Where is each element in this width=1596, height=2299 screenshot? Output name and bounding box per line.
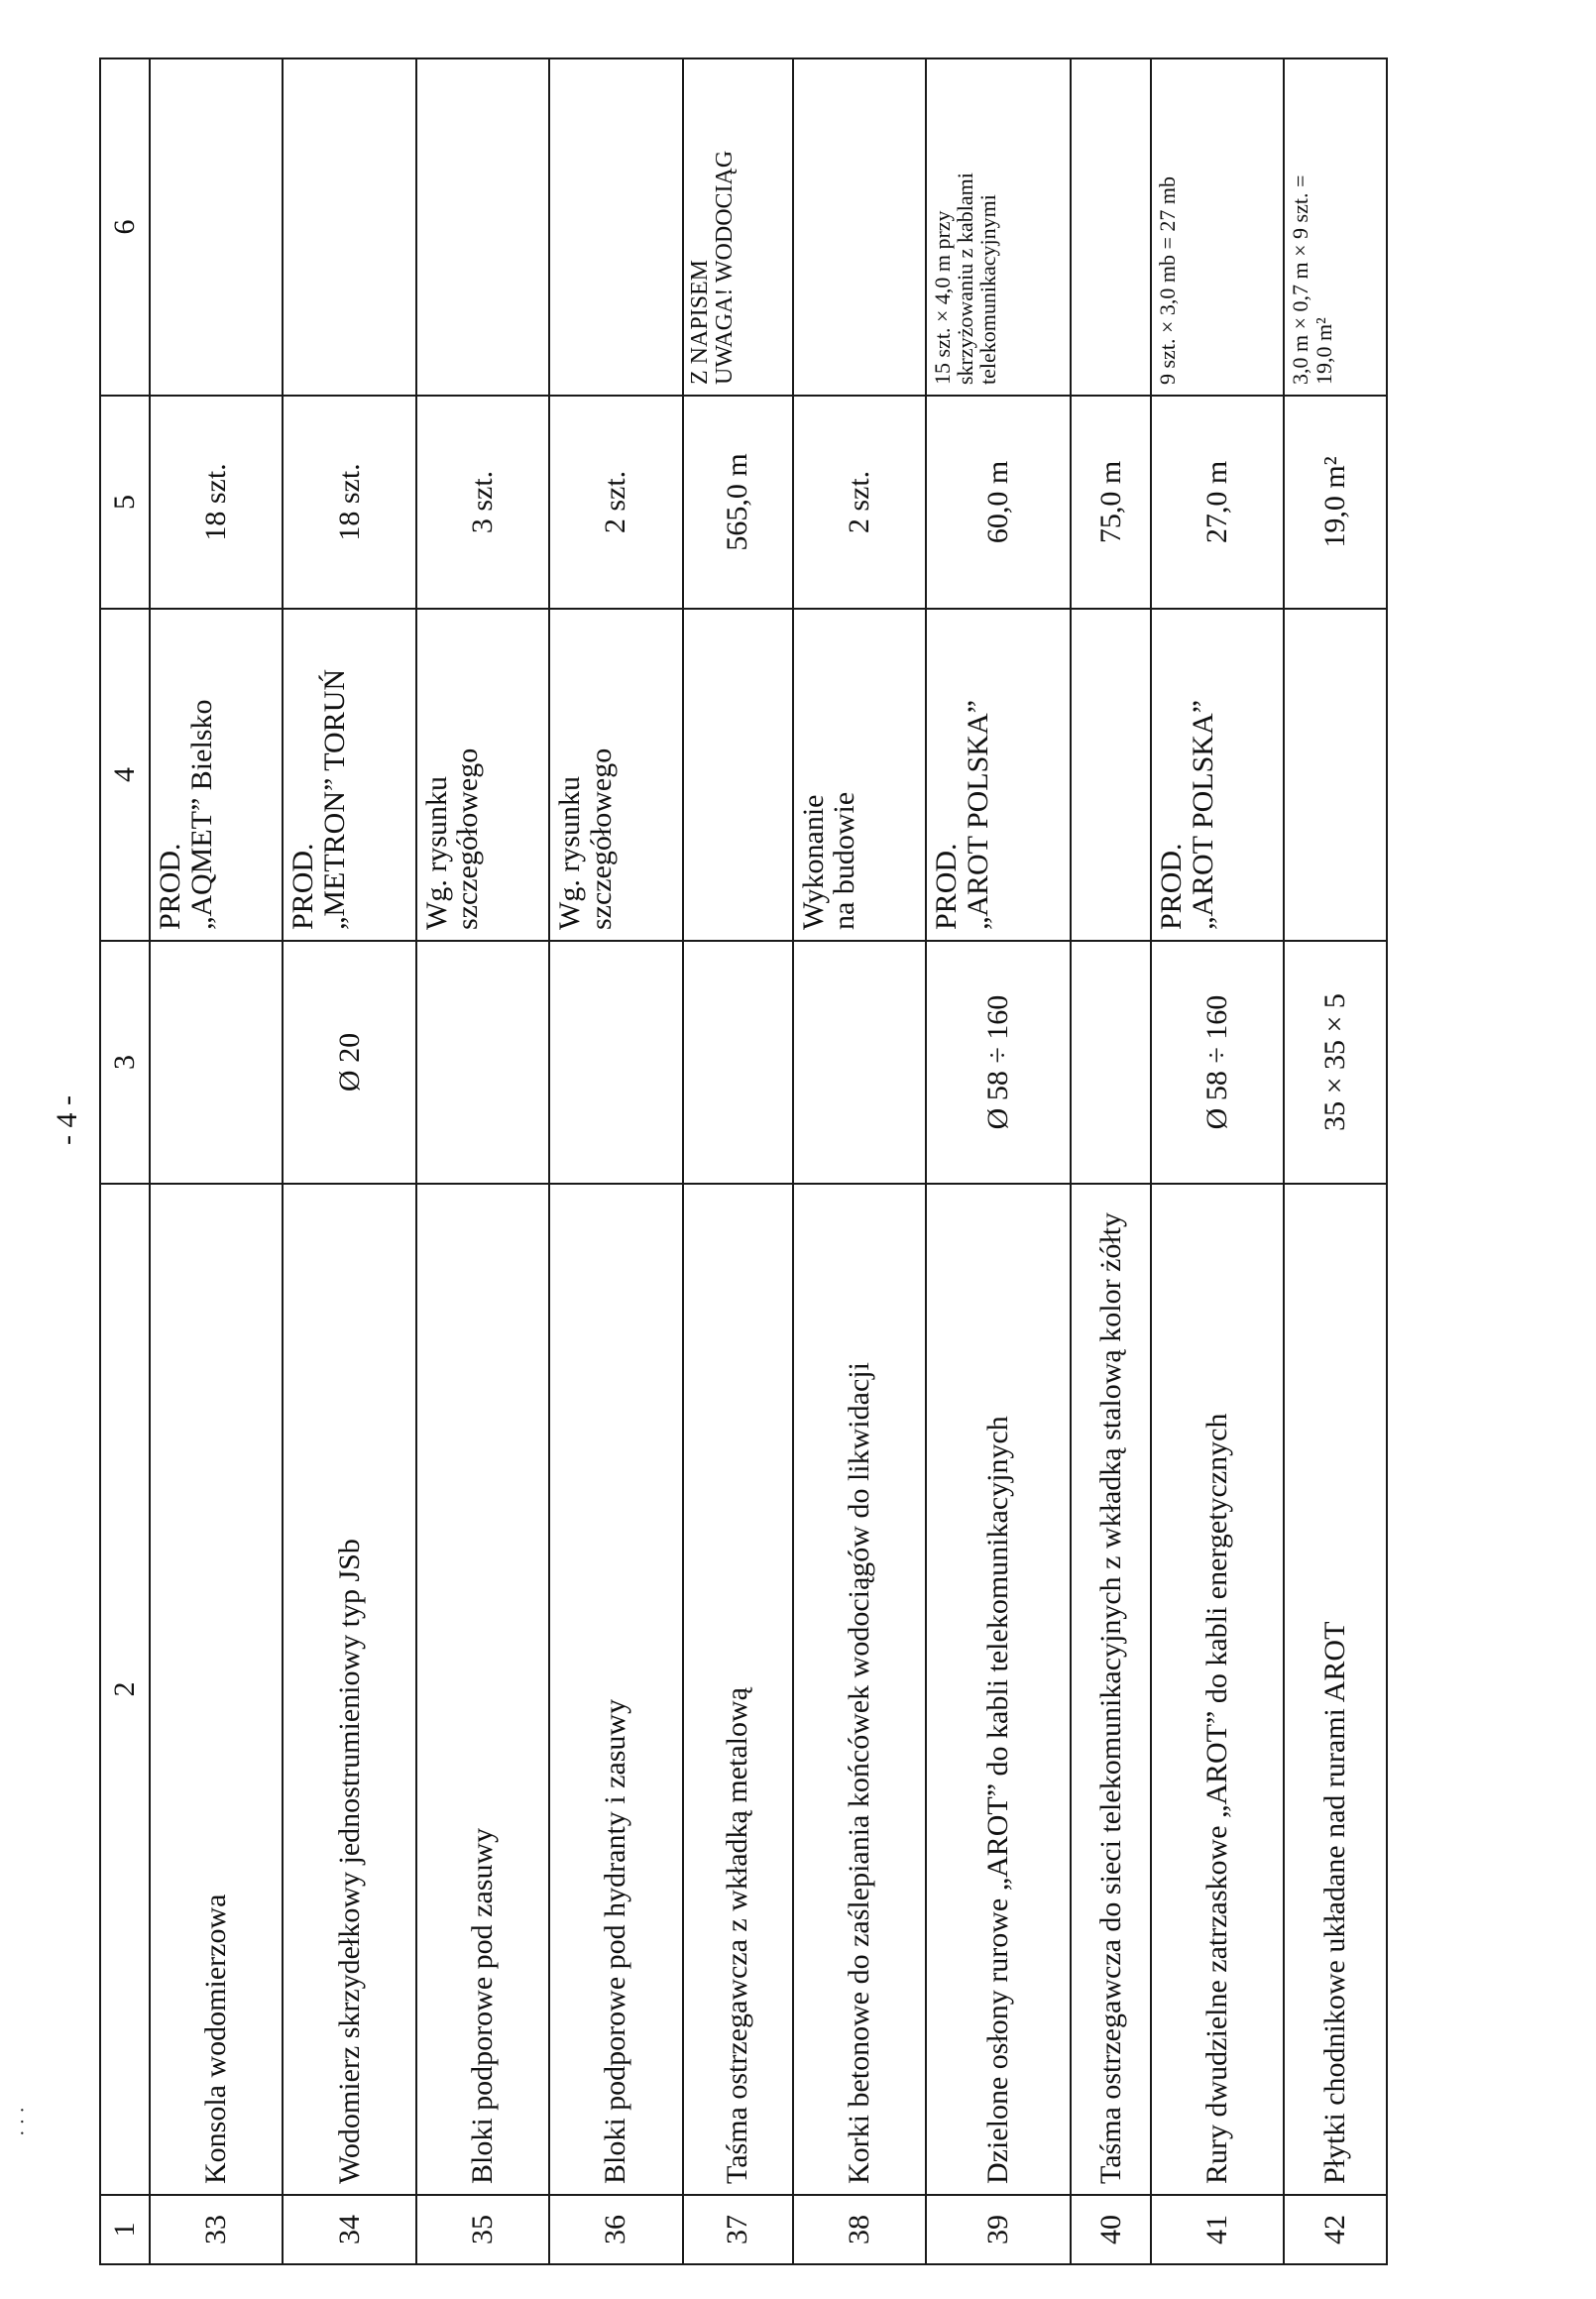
description-cell: Wodomierz skrzydełkowy jednostrumieniowy typ JSb (283, 1184, 415, 2195)
remarks-line: 15 szt. × 4,0 m przy (930, 210, 956, 385)
row-number-cell: 38 (793, 2195, 926, 2264)
manufacturer-line: PROD. (154, 843, 186, 930)
remarks-cell (926, 58, 1071, 396)
column-header: 6 (100, 58, 150, 396)
table-body (150, 58, 1387, 2264)
quantity-cell: 565,0 m (683, 396, 793, 609)
column-header: 4 (100, 609, 150, 941)
manufacturer-cell (1284, 609, 1387, 941)
table-row (926, 58, 1071, 2264)
column-header: 1 (100, 2195, 150, 2264)
manufacturer-line: na budowie (828, 791, 861, 930)
manufacturer-cell (283, 609, 415, 941)
dimension-cell (683, 941, 793, 1184)
row-number-cell: 34 (283, 2195, 415, 2264)
manufacturer-cell (683, 609, 793, 941)
table-row (150, 58, 283, 2264)
description-cell: Konsola wodomierzowa (150, 1184, 283, 2195)
manufacturer-line: Wg. rysunku (553, 776, 587, 930)
remarks-cell (793, 58, 926, 396)
description-cell: Korki betonowe do zaślepiania końcówek wodociągów do likwidacji (793, 1184, 926, 2195)
remarks-line: Z NAPISEM (686, 259, 713, 385)
table-row (1284, 58, 1387, 2264)
dimension-cell: Ø 58 ÷ 160 (1151, 941, 1284, 1184)
row-number-cell: 33 (150, 2195, 283, 2264)
manufacturer-line: PROD. (930, 843, 964, 930)
manufacturer-line: Wg. rysunku (419, 776, 453, 930)
remarks-cell (416, 58, 549, 396)
quantity-cell: 19,0 m² (1284, 396, 1387, 609)
dimension-cell (793, 941, 926, 1184)
manufacturer-line: „AROT POLSKA” (1186, 700, 1219, 930)
description-cell: Rury dwudzielne zatrzaskowe „AROT” do kabli energetycznych (1151, 1184, 1284, 2195)
manufacturer-cell (926, 609, 1071, 941)
row-number-cell: 37 (683, 2195, 793, 2264)
corner-marks: · · · (12, 2107, 34, 2136)
manufacturer-cell (793, 609, 926, 941)
quantity-cell: 18 szt. (283, 396, 415, 609)
column-header: 3 (100, 941, 150, 1184)
dimension-cell: 35 × 35 × 5 (1284, 941, 1387, 1184)
dimension-cell: Ø 58 ÷ 160 (926, 941, 1071, 1184)
quantity-cell: 18 szt. (150, 396, 283, 609)
row-number-cell: 35 (416, 2195, 549, 2264)
remarks-cell (1151, 58, 1284, 396)
manufacturer-cell (150, 609, 283, 941)
quantity-cell: 27,0 m (1151, 396, 1284, 609)
page-number-text: - 4 - (51, 1095, 84, 1145)
column-header: 2 (100, 1184, 150, 2195)
table-row (1071, 58, 1151, 2264)
manufacturer-line: Wykonanie (796, 794, 830, 930)
remarks-line: UWAGA! WODOCIĄG (711, 150, 738, 385)
remarks-cell (283, 58, 415, 396)
description-cell: Dzielone osłony rurowe „AROT” do kabli telekomunikacyjnych (926, 1184, 1071, 2195)
quantity-cell: 2 szt. (549, 396, 682, 609)
manufacturer-line: „AQMET” Bielsko (184, 699, 218, 930)
materials-table (99, 57, 1388, 2265)
quantity-cell: 3 szt. (416, 396, 549, 609)
row-number-cell: 39 (926, 2195, 1071, 2264)
remarks-line: 19,0 m² (1311, 317, 1336, 385)
row-number-cell: 36 (549, 2195, 682, 2264)
dimension-cell: Ø 20 (283, 941, 415, 1184)
description-cell: Bloki podporowe pod hydranty i zasuwy (549, 1184, 682, 2195)
quantity-cell: 75,0 m (1071, 396, 1151, 609)
manufacturer-line: szczegółowego (584, 747, 618, 930)
remarks-cell (1284, 58, 1387, 396)
column-header: 5 (100, 396, 150, 609)
remarks-cell (683, 58, 793, 396)
dimension-cell (416, 941, 549, 1184)
table-row (416, 58, 549, 2264)
table-row (793, 58, 926, 2264)
row-number-cell: 40 (1071, 2195, 1151, 2264)
table-row (283, 58, 415, 2264)
row-number-cell: 42 (1284, 2195, 1387, 2264)
description-cell: Taśma ostrzegawcza do sieci telekomunikacyjnych z wkładką stalową kolor żółty (1071, 1184, 1151, 2195)
remarks-cell (150, 58, 283, 396)
manufacturer-cell (416, 609, 549, 941)
manufacturer-cell (1151, 609, 1284, 941)
manufacturer-cell (1071, 609, 1151, 941)
manufacturer-cell (549, 609, 682, 941)
manufacturer-line: „METRON” TORUŃ (317, 668, 351, 930)
manufacturer-line: „AROT POLSKA” (961, 700, 994, 930)
manufacturer-line: PROD. (286, 843, 320, 930)
quantity-cell: 2 szt. (793, 396, 926, 609)
description-cell: Płytki chodnikowe układane nad rurami AROT (1284, 1184, 1387, 2195)
remarks-line: 3,0 m × 0,7 m × 9 szt. = (1288, 174, 1313, 385)
dimension-cell (1071, 941, 1151, 1184)
dimension-cell (549, 941, 682, 1184)
manufacturer-line: szczegółowego (451, 747, 485, 930)
remarks-cell (1071, 58, 1151, 396)
remarks-cell (549, 58, 682, 396)
remarks-line: telekomunikacyjnymi (975, 194, 1001, 385)
table-row (549, 58, 682, 2264)
row-number-cell: 41 (1151, 2195, 1284, 2264)
description-cell: Taśma ostrzegawcza z wkładką metalową (683, 1184, 793, 2195)
remarks-line: 9 szt. × 3,0 mb = 27 mb (1155, 176, 1181, 385)
table-row (683, 58, 793, 2264)
dimension-cell (150, 941, 283, 1184)
table-header-row (100, 58, 150, 2264)
description-cell: Bloki podporowe pod zasuwy (416, 1184, 549, 2195)
materials-table-wrapper (99, 59, 1388, 2265)
quantity-cell: 60,0 m (926, 396, 1071, 609)
remarks-line: skrzyżowaniu z kablami (953, 172, 978, 385)
page-number (48, 1081, 87, 1160)
table-row (1151, 58, 1284, 2264)
manufacturer-line: PROD. (1155, 843, 1189, 930)
